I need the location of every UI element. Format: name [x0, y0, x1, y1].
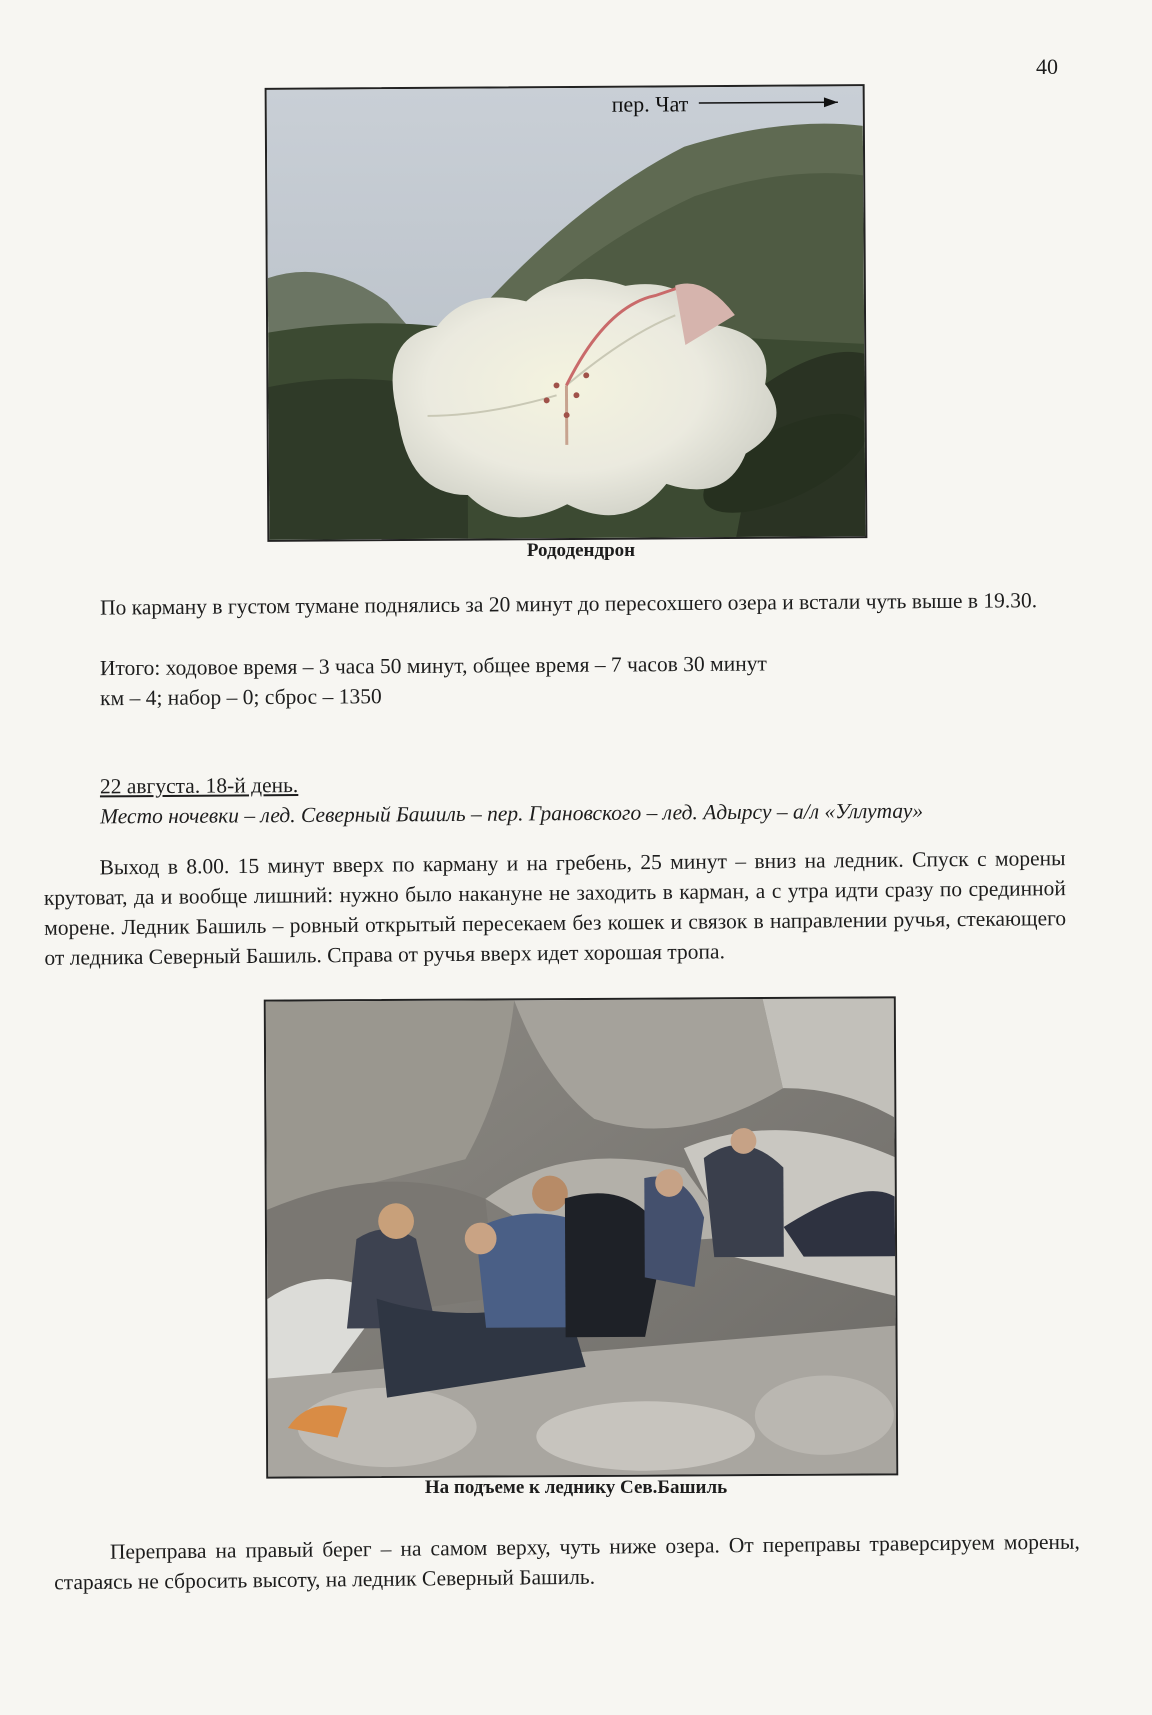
summary-block [100, 647, 1000, 713]
group-photo-caption: На подъеме к леднику Сев.Башиль [424, 1477, 728, 1498]
indent [54, 1559, 110, 1560]
summary-line-2: км – 4; набор – 0; сброс – 1350 [100, 684, 382, 711]
rhododendron-photo-image [267, 86, 866, 540]
group-photo [264, 996, 898, 1478]
paragraph-1 [44, 585, 1064, 623]
paragraph-2 [43, 843, 1066, 973]
paragraph-3 [54, 1527, 1081, 1598]
group-photo-image [266, 998, 896, 1476]
pass-label: пер. Чат [611, 91, 689, 117]
day-title: 22 августа. 18-й день. [99, 773, 299, 799]
paragraph-2-text: Выход в 8.00. 15 минут вверх по карману и на гребень, 25 минут – вниз на ледник. Спуск с морены крутоват, да и вообще лишний: нужно было накануне не заходить в карман, а с утра идти сразу по срединной морене. Ледник Башиль – ровный открытый пересекаем без кошек и связок в направлении ручья, стекающего от ледника Северный Башиль. Справа от ручья вверх идет хорошая тропа. [43, 846, 1067, 970]
summary-line-1: Итого: ходовое время – 3 часа 50 минут, общее время – 7 часов 30 минут [99, 651, 767, 681]
day-route: Место ночевки – лед. Северный Башиль – пер. Грановского – лед. Адырсу – а/л «Уллутау» [100, 798, 924, 829]
day-heading [100, 765, 1080, 832]
page-number: 40 [1036, 54, 1058, 79]
paragraph-3-text: Переправа на правый берег – на самом верху, чуть ниже озера. От переправы траверсируем морены, стараясь не сбросить высоту, на ледник Северный Башиль. [54, 1529, 1080, 1595]
rhododendron-caption: Рододендрон [526, 540, 636, 561]
rhododendron-photo [265, 84, 868, 542]
paragraph-1-text: По карману в густом тумане поднялись за 20 минут до пересохшего озера и встали чуть выше в 19.30. [99, 588, 1038, 620]
indent [44, 874, 100, 875]
